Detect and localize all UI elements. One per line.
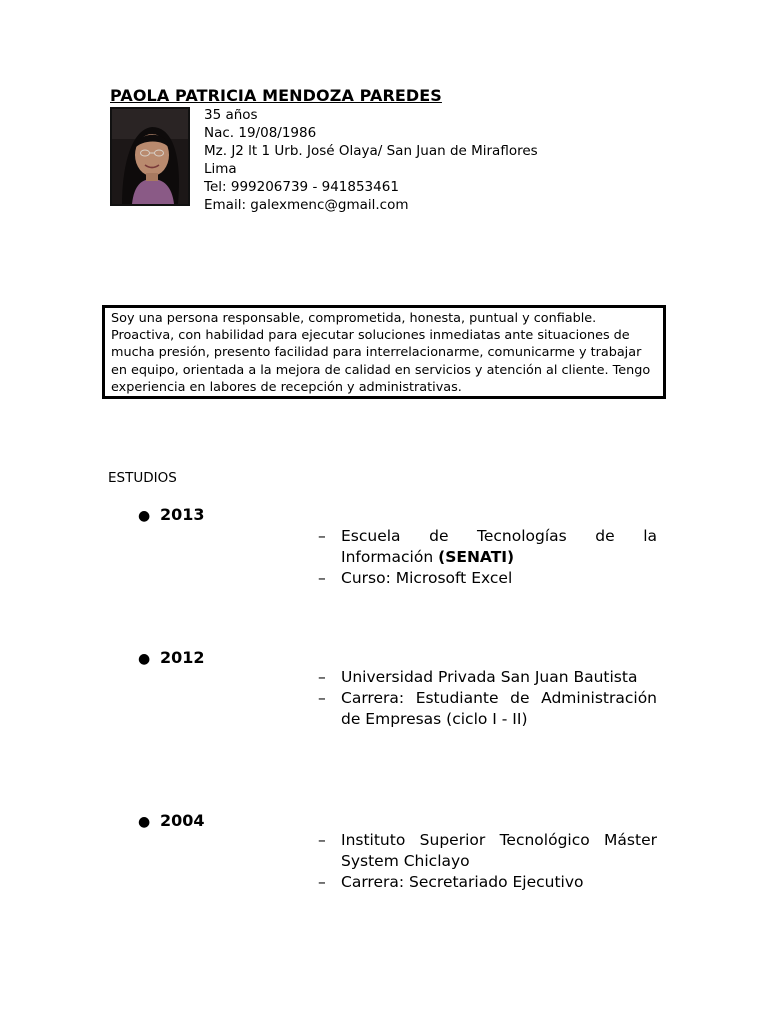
study-items xyxy=(318,526,657,589)
study-year xyxy=(138,811,205,830)
address: Mz. J2 lt 1 Urb. José Olaya/ San Juan de Miraflores xyxy=(204,143,538,159)
bullet-icon: ● xyxy=(138,508,151,524)
list-item: – Escuela de Tecnologías de la Información (SENATI) xyxy=(318,527,657,566)
dash-icon: – xyxy=(318,668,326,686)
dash-icon: – xyxy=(318,569,326,587)
age: 35 años xyxy=(204,107,258,123)
dash-icon: – xyxy=(318,873,326,891)
candidate-name: PAOLA PATRICIA MENDOZA PAREDES xyxy=(110,86,442,105)
bullet-icon: ● xyxy=(138,651,151,667)
birth-date: Nac. 19/08/1986 xyxy=(204,125,317,141)
bullet-icon: ● xyxy=(138,814,151,830)
city: Lima xyxy=(204,161,237,177)
list-item: – Instituto Superior Tecnológico Máster System Chiclayo xyxy=(318,831,657,870)
phone: Tel: 999206739 - 941853461 xyxy=(204,179,399,195)
dash-icon: – xyxy=(318,831,326,849)
list-item: – Carrera: Secretariado Ejecutivo xyxy=(318,873,584,891)
study-items xyxy=(318,830,657,893)
year-label: 2012 xyxy=(160,648,205,667)
list-item: – Carrera: Estudiante de Administración de Empresas (ciclo I - II) xyxy=(318,689,657,728)
profile-photo-image xyxy=(112,109,188,204)
contact-info xyxy=(204,106,538,214)
list-item: – Universidad Privada San Juan Bautista xyxy=(318,668,638,686)
profile-summary: Soy una persona responsable, comprometida, honesta, puntual y confiable. Proactiva, con habilidad para ejecutar soluciones inmediatas ante situaciones de mucha presión, presento facilidad para interrelacionarme, comunicarme y trabajar en equipo, orientada a la mejora de calidad en servicios y atención al cliente. Tengo experiencia en labores de recepción y administrativas. xyxy=(102,305,666,399)
list-item: – Curso: Microsoft Excel xyxy=(318,569,513,587)
dash-icon: – xyxy=(318,527,326,545)
profile-photo xyxy=(110,107,190,206)
study-items xyxy=(318,667,657,730)
email: Email: galexmenc@gmail.com xyxy=(204,197,409,213)
year-label: 2004 xyxy=(160,811,205,830)
studies-title: ESTUDIOS xyxy=(108,470,177,486)
dash-icon: – xyxy=(318,689,326,707)
year-label: 2013 xyxy=(160,505,205,524)
study-year xyxy=(138,648,205,667)
study-year xyxy=(138,505,205,524)
